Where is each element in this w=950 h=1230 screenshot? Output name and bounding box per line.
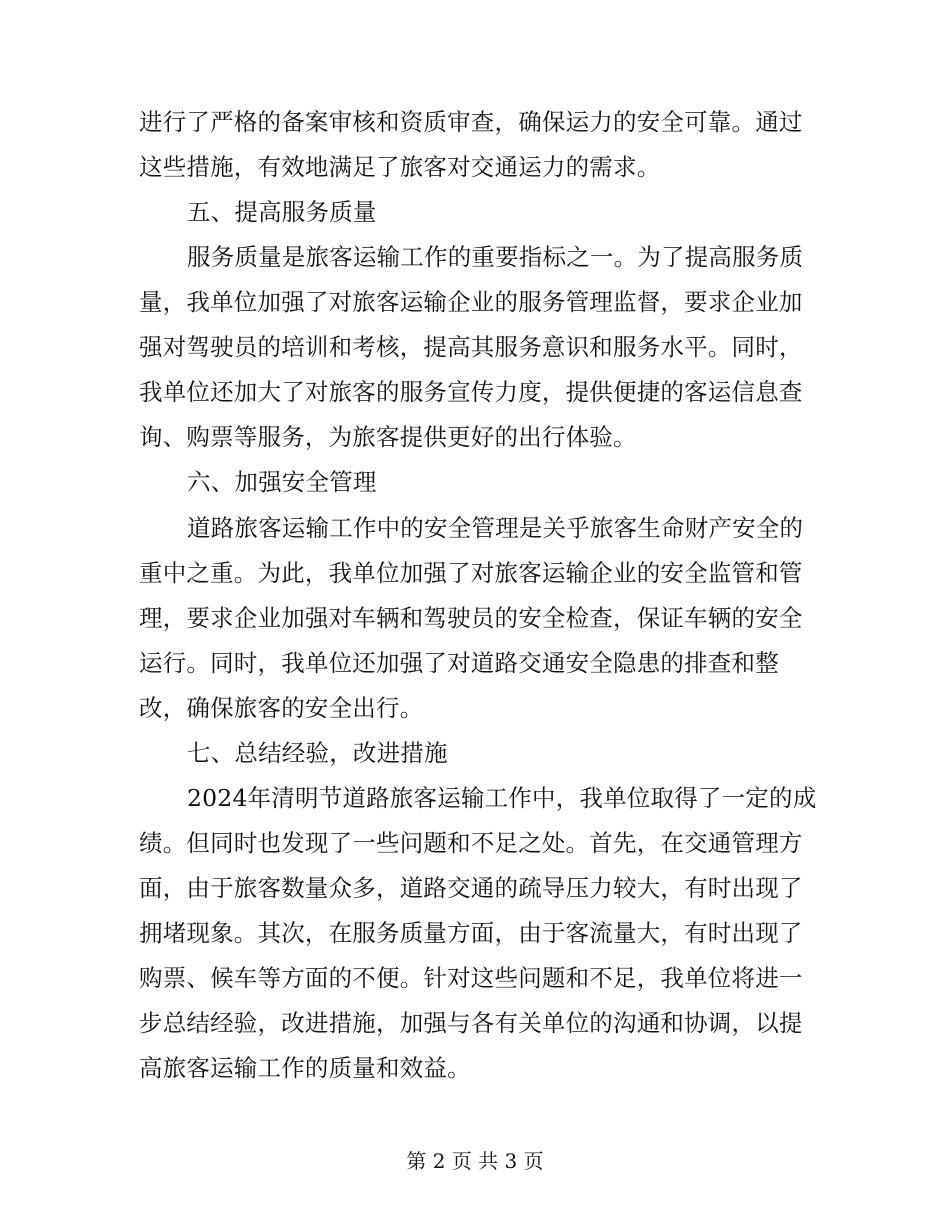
paragraph-line: 绩。但同时也发现了一些问题和不足之处。首先，在交通管理方 (139, 829, 803, 857)
paragraph-line: 重中之重。为此，我单位加强了对旅客运输企业的安全监管和管 (139, 559, 803, 587)
paragraph-line: 购票、候车等方面的不便。针对这些问题和不足，我单位将进一 (139, 964, 803, 992)
section-heading: 五、提高服务质量 (187, 198, 377, 226)
paragraph-line: 量，我单位加强了对旅客运输企业的服务管理监督，要求企业加 (139, 288, 803, 316)
paragraph-line: 高旅客运输工作的质量和效益。 (139, 1054, 471, 1082)
paragraph-line: 拥堵现象。其次，在服务质量方面，由于客流量大，有时出现了 (139, 919, 803, 947)
paragraph-line: 道路旅客运输工作中的安全管理是关乎旅客生命财产安全的 (187, 514, 804, 542)
section-heading: 六、加强安全管理 (187, 468, 377, 496)
paragraph-line: 强对驾驶员的培训和考核，提高其服务意识和服务水平。同时， (139, 333, 803, 361)
paragraph-line: 进行了严格的备案审核和资质审查，确保运力的安全可靠。通过 (139, 108, 803, 136)
paragraph-line: 步总结经验，改进措施，加强与各有关单位的沟通和协调，以提 (139, 1009, 803, 1037)
paragraph-line: 运行。同时，我单位还加强了对道路交通安全隐患的排查和整 (139, 649, 779, 677)
paragraph-line: 2024年清明节道路旅客运输工作中，我单位取得了一定的成 (187, 784, 817, 812)
paragraph-line: 询、购票等服务，为旅客提供更好的出行体验。 (139, 423, 637, 451)
paragraph-line: 改，确保旅客的安全出行。 (139, 694, 424, 722)
page-number-footer: 第 2 页 共 3 页 (406, 1149, 544, 1173)
section-heading: 七、总结经验，改进措施 (187, 739, 448, 767)
paragraph-line: 我单位还加大了对旅客的服务宣传力度，提供便捷的客运信息查 (139, 378, 803, 406)
paragraph-line: 服务质量是旅客运输工作的重要指标之一。为了提高服务质 (187, 243, 804, 271)
paragraph-line: 理，要求企业加强对车辆和驾驶员的安全检查，保证车辆的安全 (139, 604, 803, 632)
paragraph-line: 面，由于旅客数量众多，道路交通的疏导压力较大，有时出现了 (139, 874, 803, 902)
paragraph-line: 这些措施，有效地满足了旅客对交通运力的需求。 (139, 153, 661, 181)
